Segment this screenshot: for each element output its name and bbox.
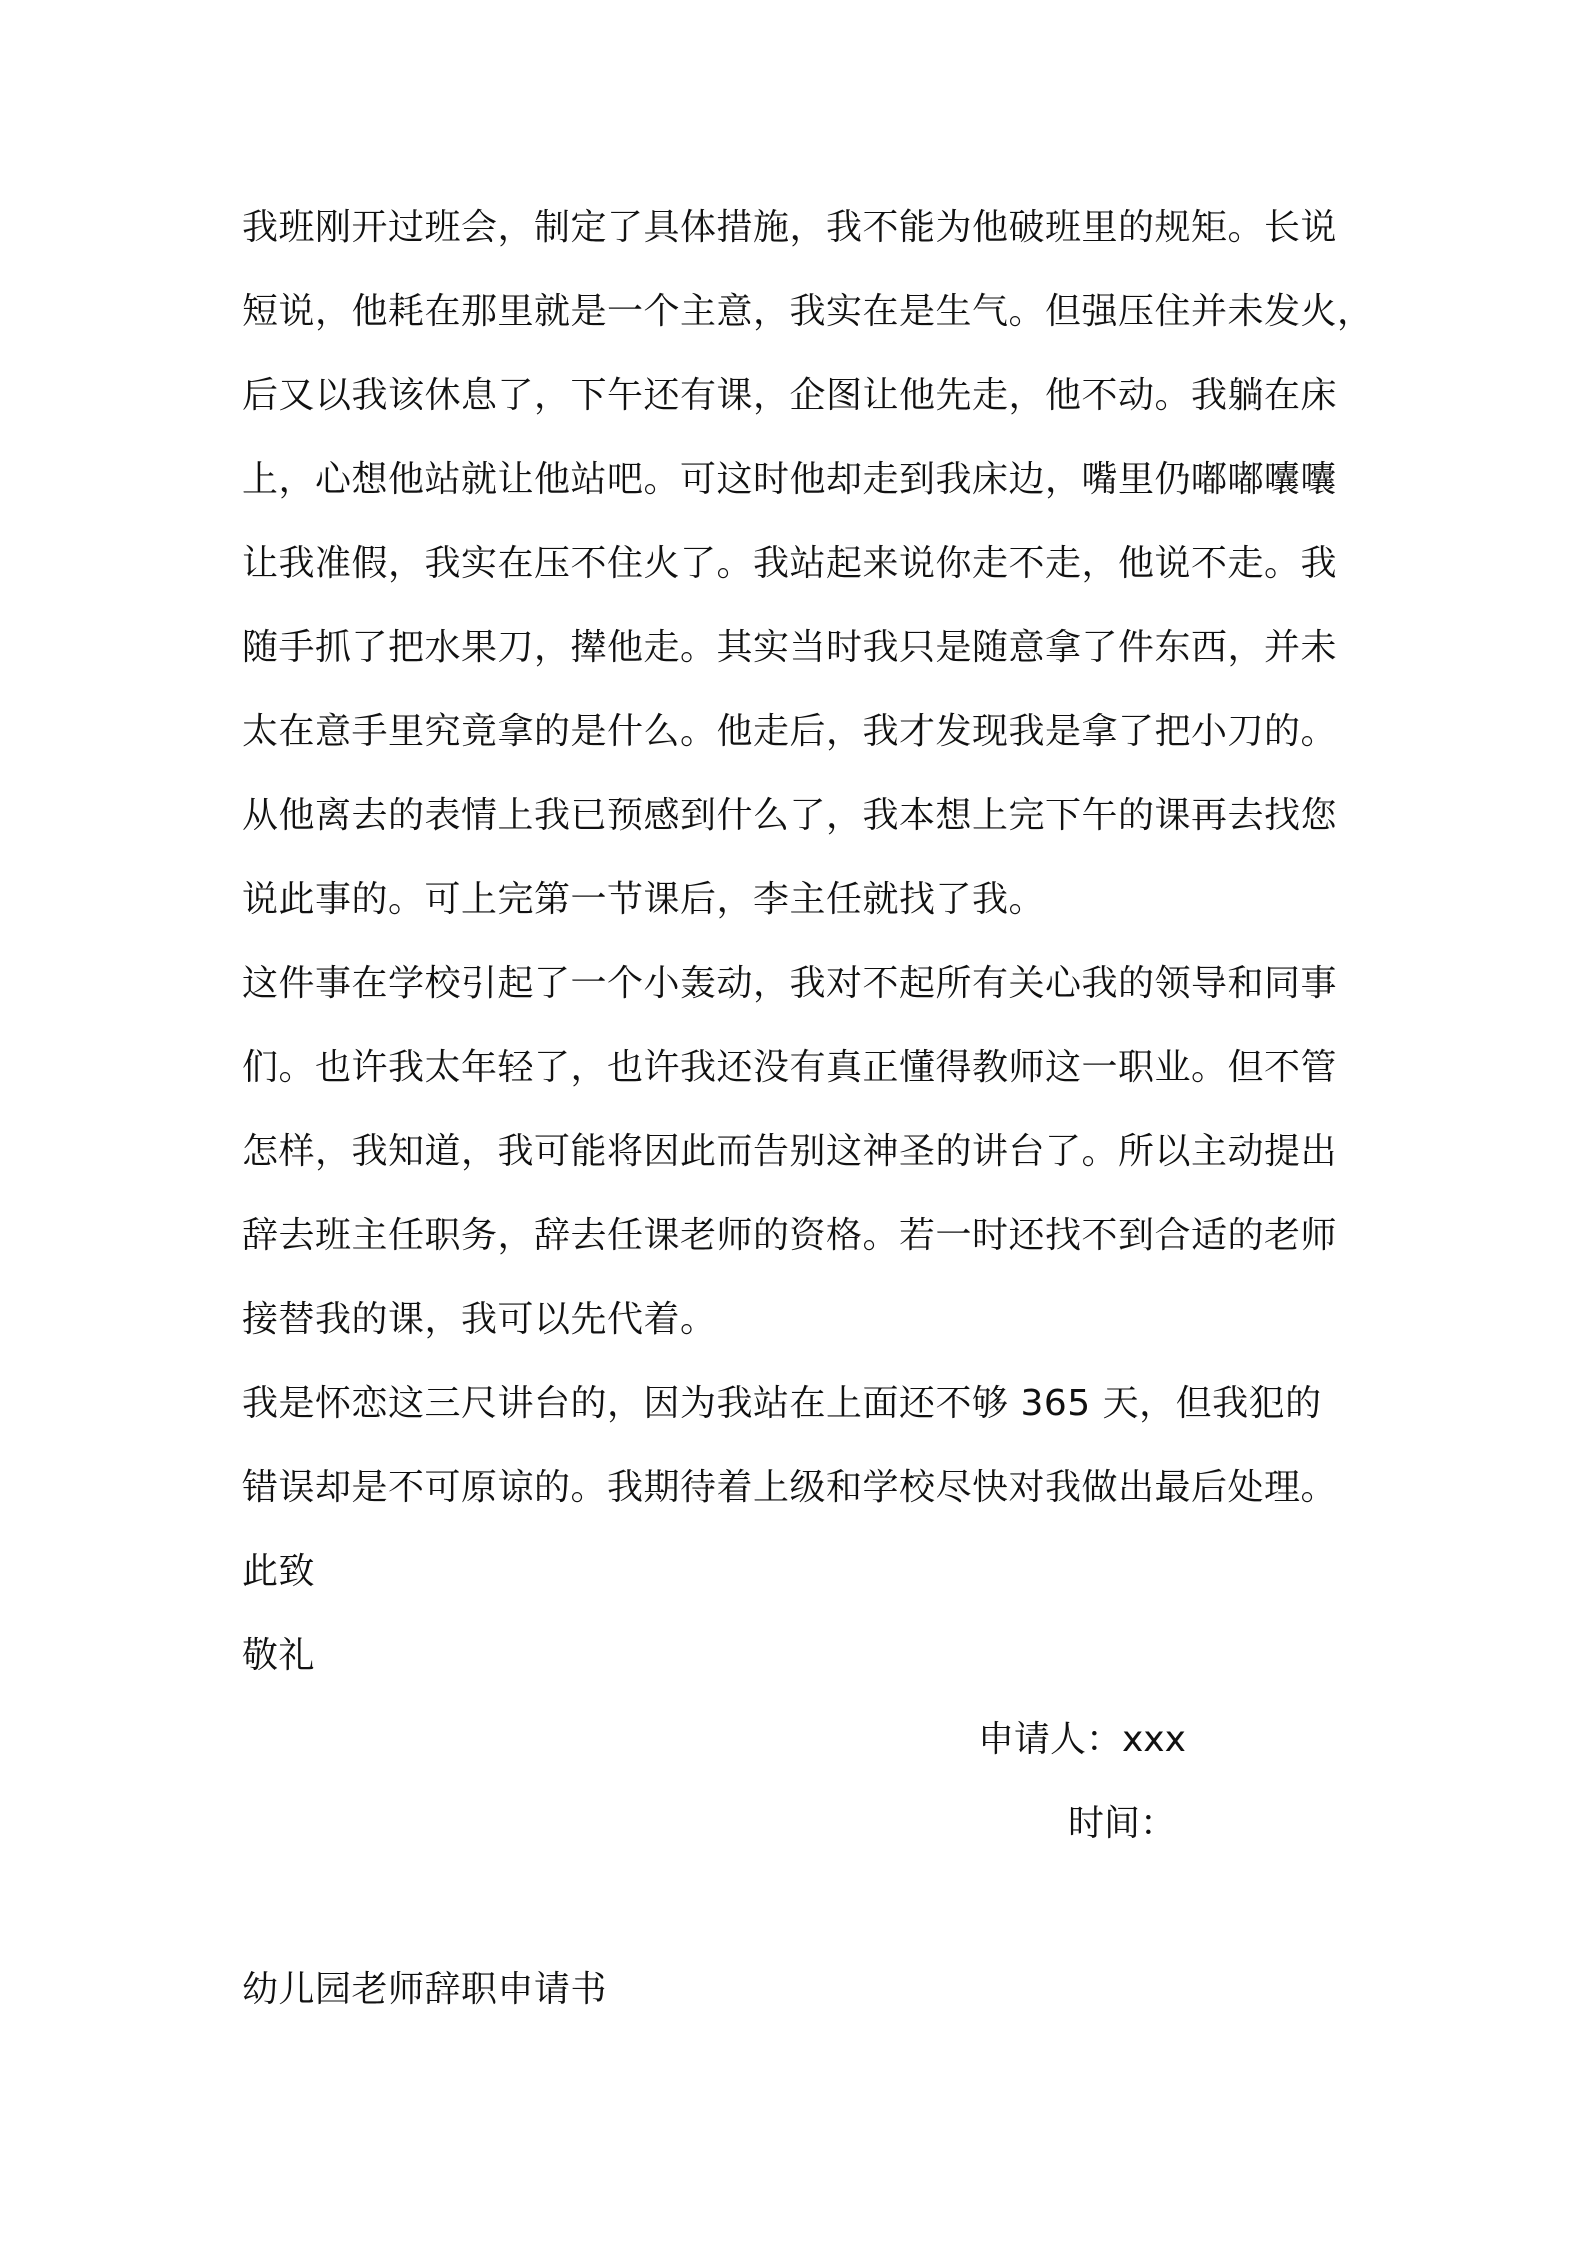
body-line: 错误却是不可原谅的。我期待着上级和学校尽快对我做出最后处理。 <box>242 1467 1338 1508</box>
body-line: 我是怀恋这三尺讲台的，因为我站在上面还不够 365 天，但我犯的 <box>242 1383 1322 1424</box>
document-footer-title: 幼儿园老师辞职申请书 <box>242 1969 608 2010</box>
body-line: 太在意手里究竟拿的是什么。他走后，我才发现我是拿了把小刀的。 <box>242 711 1338 752</box>
applicant-signature: 申请人：xxx <box>978 1719 1186 1760</box>
body-line: 后又以我该休息了，下午还有课，企图让他先走，他不动。我躺在床 <box>242 375 1338 416</box>
body-line: 接替我的课，我可以先代着。 <box>242 1299 717 1340</box>
closing-salutation: 此致 <box>242 1551 316 1592</box>
body-line: 说此事的。可上完第一节课后，李主任就找了我。 <box>242 879 1046 920</box>
body-line: 们。也许我太年轻了，也许我还没有真正懂得教师这一职业。但不管 <box>242 1047 1338 1088</box>
body-line: 怎样，我知道，我可能将因此而告别这神圣的讲台了。所以主动提出 <box>242 1131 1338 1172</box>
body-line: 辞去班主任职务，辞去任课老师的资格。若一时还找不到合适的老师 <box>242 1215 1338 1256</box>
body-line: 随手抓了把水果刀，撵他走。其实当时我只是随意拿了件东西，并未 <box>242 627 1338 668</box>
body-line: 从他离去的表情上我已预感到什么了，我本想上完下午的课再去找您 <box>242 795 1338 836</box>
body-line: 这件事在学校引起了一个小轰动，我对不起所有关心我的领导和同事 <box>242 963 1338 1004</box>
closing-regards: 敬礼 <box>242 1635 316 1676</box>
date-label: 时间： <box>1068 1803 1177 1844</box>
body-line: 上，心想他站就让他站吧。可这时他却走到我床边，嘴里仍嘟嘟囔囔 <box>242 459 1338 500</box>
body-line: 我班刚开过班会，制定了具体措施，我不能为他破班里的规矩。长说 <box>242 207 1338 248</box>
body-line: 让我准假，我实在压不住火了。我站起来说你走不走，他说不走。我 <box>242 543 1338 584</box>
body-line: 短说，他耗在那里就是一个主意，我实在是生气。但强压住并未发火， <box>242 291 1374 332</box>
